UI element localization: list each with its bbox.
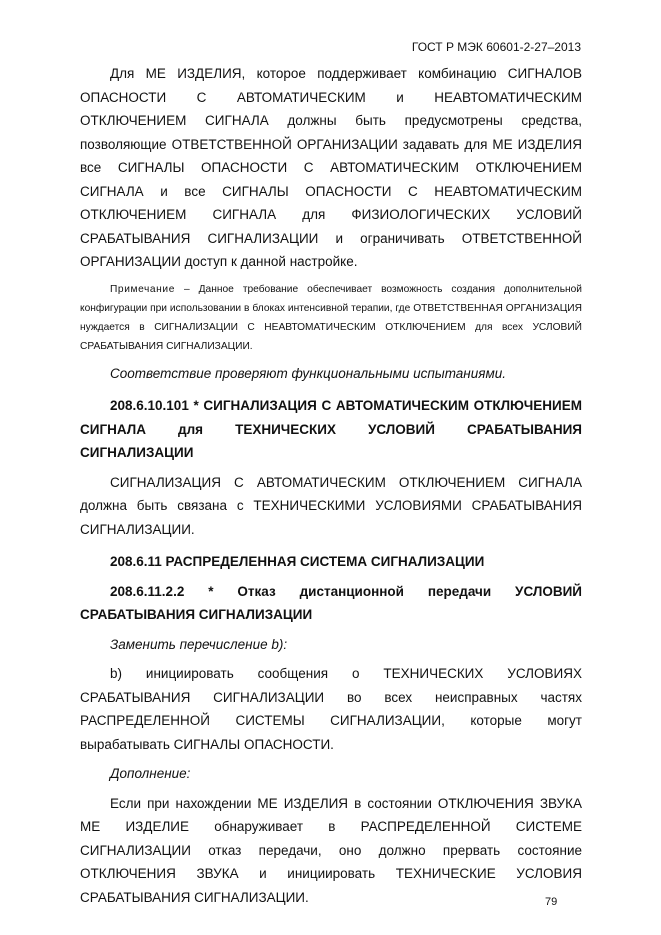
section-heading-208-6-11: 208.6.11 РАСПРЕДЕЛЕННАЯ СИСТЕМА СИГНАЛИЗАЦИИ (110, 554, 485, 569)
document-header: ГОСТ Р МЭК 60601-2-27–2013 (411, 40, 581, 54)
replace-instruction: Заменить перечисление b): (110, 636, 288, 652)
compliance-statement: Соответствие проверяют функциональными испытаниями. (110, 365, 506, 381)
paragraph-main-requirement: Для МЕ ИЗДЕЛИЯ, которое поддерживает комбинацию СИГНАЛОВ ОПАСНОСТИ С АВТОМАТИЧЕСКИМ и НЕАВТОМАТИЧЕСКИМ ОТКЛЮЧЕНИЕМ СИГНАЛА должны быть предусмотрены средства, позволяющие ОТВЕТСТВЕННОЙ ОРГАНИЗАЦИИ задавать для МЕ ИЗДЕЛИЯ все СИГНАЛЫ ОПАСНОСТИ С АВТОМАТИЧЕСКИМ ОТКЛЮЧЕНИЕМ СИГНАЛА и все СИГНАЛЫ ОПАСНОСТИ С НЕАВТОМАТИЧЕСКИМ ОТКЛЮЧЕНИЕМ СИГНАЛА для ФИЗИОЛОГИЧЕСКИХ УСЛОВИЙ СРАБАТЫВАНИЯ СИГНАЛИЗАЦИИ и ограничивать ОТВЕТСТВЕННОЙ ОРГАНИЗАЦИИ доступ к данной настройке. (80, 66, 582, 269)
paragraph-auto-silence: СИГНАЛИЗАЦИЯ С АВТОМАТИЧЕСКИМ ОТКЛЮЧЕНИЕМ СИГНАЛА должна быть связана с ТЕХНИЧЕСКИМИ УСЛОВИЯМИ СРАБАТЫВАНИЯ СИГНАЛИЗАЦИИ. (80, 474, 582, 537)
note-label: Примечание (110, 283, 175, 295)
paragraph-addition: Если при нахождении МЕ ИЗДЕЛИЯ в состоянии ОТКЛЮЧЕНИЯ ЗВУКА МЕ ИЗДЕЛИЕ обнаруживает в РАСПРЕДЕЛЕННОЙ СИСТЕМЕ СИГНАЛИЗАЦИИ отказ передачи, оно должно прервать состояние ОТКЛЮЧЕНИЯ ЗВУКА и инициировать ТЕХНИЧЕСКИЕ УСЛОВИЯ СРАБАТЫВАНИЯ СИГНАЛИЗАЦИИ. (80, 795, 582, 905)
note-text: – Данное требование обеспечивает возможность создания дополнительной конфигурации при использовании в блоках интенсивной терапии, где ОТВЕТСТВЕННАЯ ОРГАНИЗАЦИЯ нуждается в СИГНАЛИЗАЦИИ С НЕАВТОМАТИЧЕСКИМ ОТКЛЮЧЕНИЕМ для всех УСЛОВИЙ СРАБАТЫВАНИЯ СИГНАЛИЗАЦИИ. (80, 283, 582, 352)
section-heading-208-6-10-101: 208.6.10.101 * СИГНАЛИЗАЦИЯ С АВТОМАТИЧЕСКИМ ОТКЛЮЧЕНИЕМ СИГНАЛА для ТЕХНИЧЕСКИХ УСЛОВИЙ СРАБАТЫВАНИЯ СИГНАЛИЗАЦИИ (80, 398, 582, 460)
page-body (80, 62, 582, 909)
note (80, 280, 582, 356)
page-number: 79 (545, 896, 558, 908)
section-heading-208-6-11-2-2: 208.6.11.2.2 * Отказ дистанционной передачи УСЛОВИЙ СРАБАТЫВАНИЯ СИГНАЛИЗАЦИИ (80, 583, 582, 622)
list-item-b: b) инициировать сообщения о ТЕХНИЧЕСКИХ УСЛОВИЯХ СРАБАТЫВАНИЯ СИГНАЛИЗАЦИИ во всех неисправных частях РАСПРЕДЕЛЕННОЙ СИСТЕМЫ СИГНАЛИЗАЦИИ, которые могут вырабатывать СИГНАЛЫ ОПАСНОСТИ. (80, 666, 582, 752)
addition-label: Дополнение: (110, 766, 191, 781)
